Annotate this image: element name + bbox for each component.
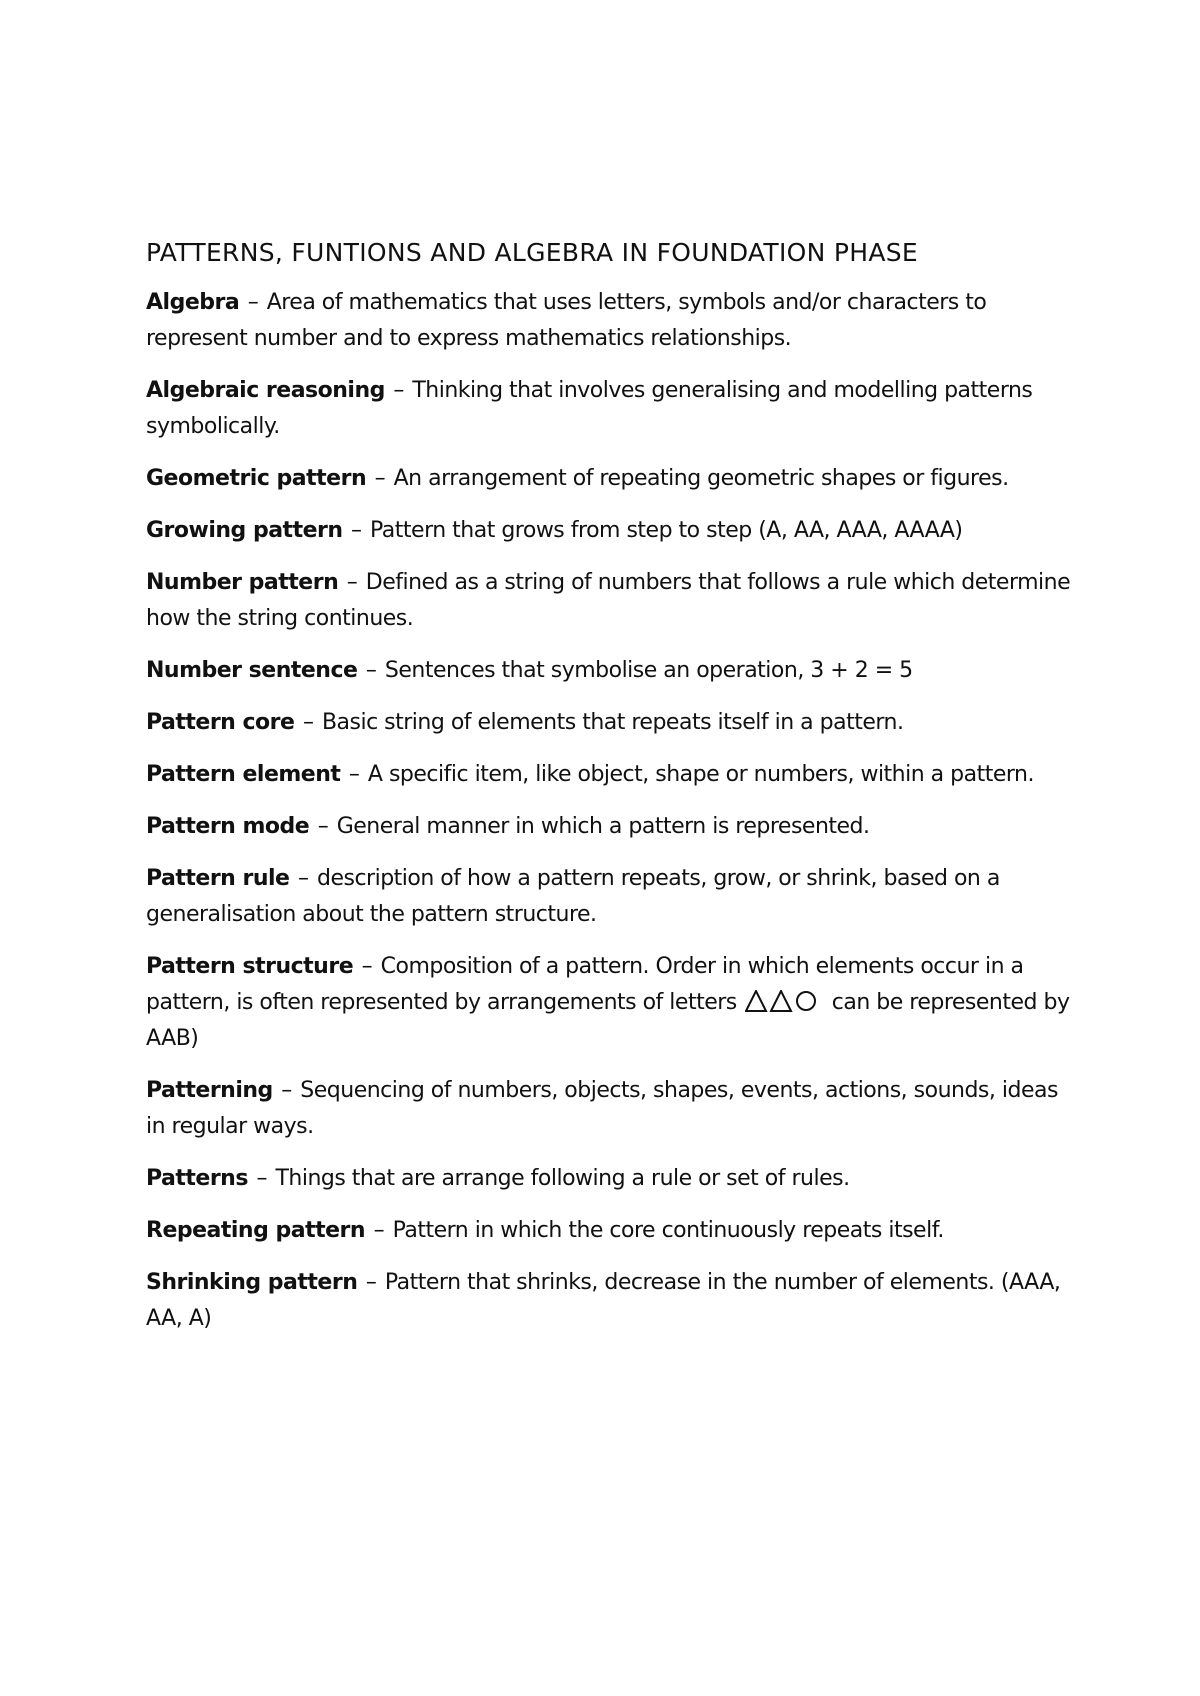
separator: – xyxy=(317,814,329,839)
glossary-term: Pattern structure xyxy=(146,954,354,979)
separator: – xyxy=(351,518,362,543)
glossary-term: Number pattern xyxy=(146,570,339,595)
separator: – xyxy=(374,466,386,491)
triangle-icon xyxy=(771,991,791,1011)
glossary-definition: Things that are arrange following a rule or set of rules. xyxy=(275,1166,850,1191)
separator: – xyxy=(365,1270,377,1295)
separator: – xyxy=(281,1078,292,1103)
glossary-definition: Area of mathematics that uses letters, symbols and/or characters to represent number and to express mathematics relationships. xyxy=(146,290,987,351)
glossary-term: Growing pattern xyxy=(146,518,343,543)
separator: – xyxy=(373,1218,385,1243)
glossary-term: Patterning xyxy=(146,1078,273,1103)
glossary-entry xyxy=(146,1073,1076,1145)
separator: – xyxy=(256,1166,267,1191)
glossary-term: Pattern element xyxy=(146,762,341,787)
glossary-term: Algebra xyxy=(146,290,240,315)
separator: – xyxy=(393,378,404,403)
separator: – xyxy=(346,570,358,595)
triangle-icon xyxy=(746,991,766,1011)
document-page xyxy=(146,238,1076,1353)
glossary-definition-continued: can be represented by AAB) xyxy=(146,990,1070,1051)
glossary-definition: description of how a pattern repeats, grow, or shrink, based on a generalisation about the pattern structure. xyxy=(146,866,1000,927)
glossary-term: Pattern mode xyxy=(146,814,310,839)
glossary-definition: Pattern in which the core continuously repeats itself. xyxy=(392,1218,944,1243)
separator: – xyxy=(297,866,309,891)
glossary-definition: Thinking that involves generalising and modelling patterns symbolically. xyxy=(146,378,1033,439)
pattern-shapes-icon xyxy=(745,990,819,1012)
separator: – xyxy=(361,954,373,979)
circle-icon xyxy=(797,992,815,1010)
glossary-entry xyxy=(146,809,1076,845)
glossary-definition: Pattern that grows from step to step (A, AA, AAA, AAAA) xyxy=(370,518,963,543)
glossary-definition: Sequencing of numbers, objects, shapes, events, actions, sounds, ideas in regular ways. xyxy=(146,1078,1058,1139)
glossary-definition: Sentences that symbolise an operation, 3 + 2 = 5 xyxy=(384,658,913,683)
separator: – xyxy=(302,710,314,735)
glossary-term: Patterns xyxy=(146,1166,248,1191)
glossary-entry xyxy=(146,705,1076,741)
glossary-entry xyxy=(146,861,1076,933)
glossary-term: Number sentence xyxy=(146,658,358,683)
glossary-entry xyxy=(146,461,1076,497)
glossary-definition: Pattern that shrinks, decrease in the number of elements. (AAA, AA, A) xyxy=(146,1270,1061,1331)
glossary-entry xyxy=(146,285,1076,357)
glossary-definition: Composition of a pattern. Order in which elements occur in a pattern, is often represented by arrangements of letters xyxy=(146,954,1024,1015)
glossary-entry xyxy=(146,373,1076,445)
glossary-definition: Basic string of elements that repeats itself in a pattern. xyxy=(321,710,904,735)
glossary-definition: Defined as a string of numbers that follows a rule which determine how the string continues. xyxy=(146,570,1071,631)
glossary-entry xyxy=(146,565,1076,637)
glossary-definition: A specific item, like object, shape or numbers, within a pattern. xyxy=(367,762,1034,787)
glossary-term: Algebraic reasoning xyxy=(146,378,385,403)
separator: – xyxy=(348,762,360,787)
glossary-entry xyxy=(146,653,1076,689)
glossary-entry xyxy=(146,1213,1076,1249)
page-title: PATTERNS, FUNTIONS AND ALGEBRA IN FOUNDATION PHASE xyxy=(146,238,919,267)
glossary-definition: An arrangement of repeating geometric shapes or figures. xyxy=(393,466,1009,491)
glossary-entry xyxy=(146,757,1076,793)
separator: – xyxy=(247,290,259,315)
glossary-term: Repeating pattern xyxy=(146,1218,366,1243)
glossary-term: Pattern rule xyxy=(146,866,290,891)
glossary-entry xyxy=(146,949,1076,1057)
glossary-entry xyxy=(146,513,1076,549)
separator: – xyxy=(365,658,377,683)
glossary-term: Shrinking pattern xyxy=(146,1270,358,1295)
glossary-entry xyxy=(146,1161,1076,1197)
glossary-term: Pattern core xyxy=(146,710,295,735)
glossary-entry xyxy=(146,1265,1076,1337)
glossary-definition: General manner in which a pattern is represented. xyxy=(336,814,870,839)
glossary-term: Geometric pattern xyxy=(146,466,367,491)
